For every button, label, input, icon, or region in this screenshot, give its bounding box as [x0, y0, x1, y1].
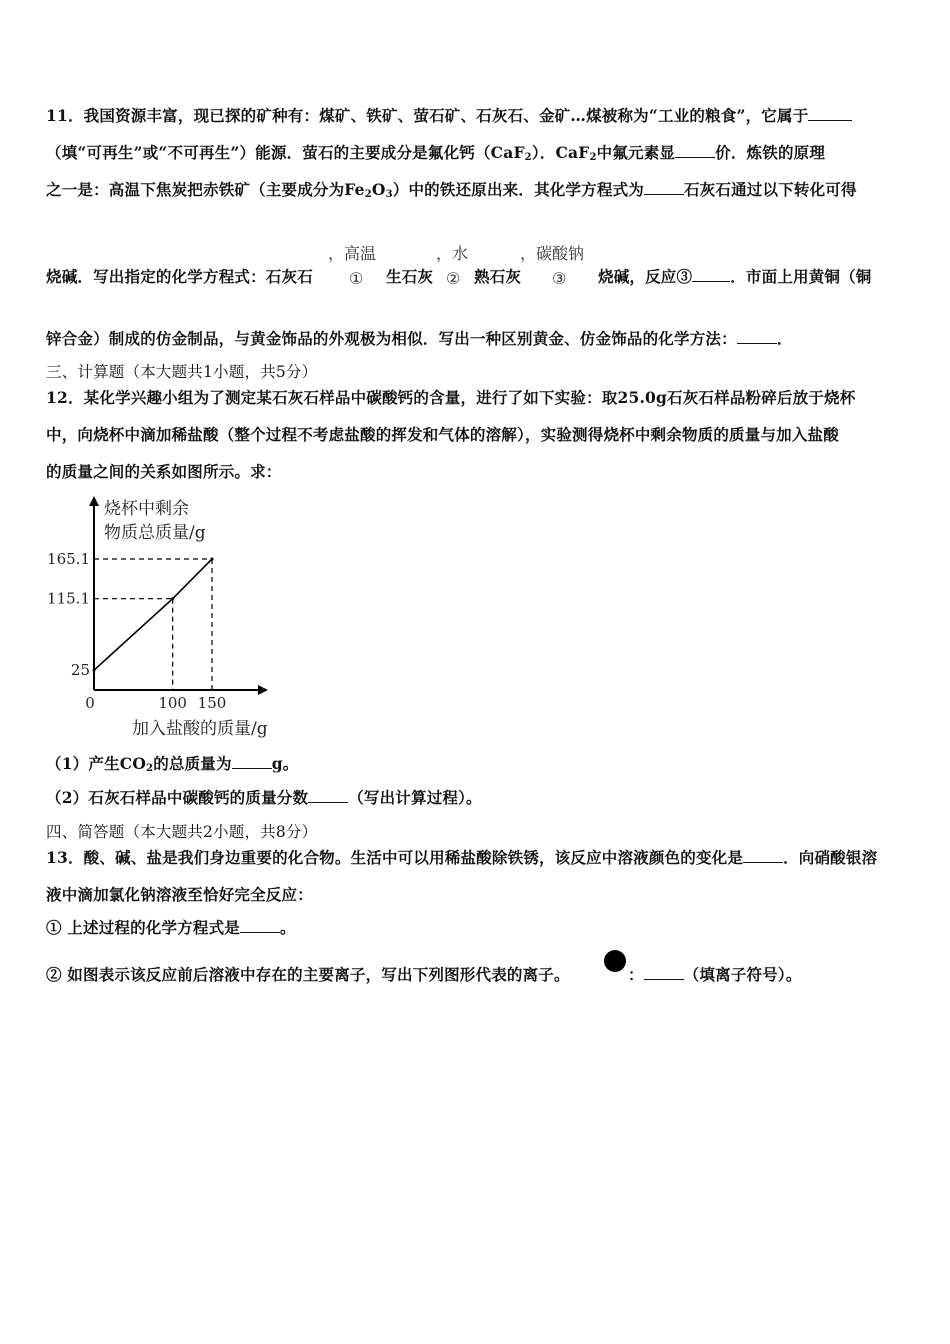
answer-blank[interactable] [232, 754, 272, 769]
series-line [94, 559, 212, 670]
answer-blank[interactable] [644, 180, 684, 195]
q12-line3: 的质量之间的关系如图所示。求： [46, 462, 282, 481]
data-point [211, 558, 214, 561]
q11-line1: 11．我国资源丰富，现已探的矿种有：煤矿、铁矿、萤石矿、石灰石、金矿…煤被称为“工业的粮食”，它属于 [46, 104, 852, 126]
q11-line4: 烧碱．写出指定的化学方程式：石灰石 [46, 267, 313, 286]
q13-item2-answer: ： （填离子符号）。 [628, 965, 802, 984]
section-4-heading: 四、简答题（本大题共2小题，共8分） [46, 823, 318, 841]
q12-sub2: （2）石灰石样品中碳酸钙的质量分数 （写出计算过程）。 [46, 788, 482, 807]
answer-blank[interactable] [808, 106, 852, 121]
condition-high-temperature: ，高温 [328, 244, 377, 263]
q13-item1: ① 上述过程的化学方程式是 。 [46, 918, 296, 937]
y-tick-label: 165.1 [47, 550, 90, 568]
x-axis-arrow [258, 685, 268, 695]
answer-blank[interactable] [644, 965, 684, 980]
q13-line2: 液中滴加氯化钠溶液至恰好完全反应： [46, 885, 313, 904]
answer-blank[interactable] [737, 329, 777, 344]
x-tick-label: 0 [85, 694, 95, 712]
data-point [93, 669, 96, 672]
reaction-2-marker: ② [446, 269, 461, 288]
x-tick-label: 100 [158, 694, 187, 712]
q12-line1: 12．某化学兴趣小组为了测定某石灰石样品中碳酸钙的含量，进行了如下实验：取25.0g石灰石样品粉碎后放于烧杯 [46, 388, 856, 407]
q11-line4-c: 熟石灰 [474, 267, 522, 286]
answer-blank[interactable] [743, 848, 783, 863]
q11-line4-b: 生石灰 [386, 267, 434, 286]
mass-chart [44, 492, 284, 742]
q11-line4-d: 烧碱，反应③ ．市面上用黄铜（铜 [598, 267, 872, 286]
answer-blank[interactable] [240, 918, 280, 933]
y-axis-arrow [89, 496, 99, 506]
answer-blank[interactable] [308, 788, 348, 803]
answer-blank[interactable] [692, 267, 730, 282]
condition-water: ，水 [436, 244, 469, 263]
condition-sodium-carbonate: ，碳酸钠 [520, 244, 585, 263]
q11-line2: （填“可再生”或“不可再生”）能源．萤石的主要成分是氟化钙（CaF$_2$）．CaF$_2$中氟元素显 价．炼铁的原理 [46, 143, 826, 163]
q12-line2: 中，向烧杯中滴加稀盐酸（整个过程不考虑盐酸的挥发和气体的溶解），实验测得烧杯中剩余物质的质量与加入盐酸 [46, 425, 839, 444]
black-dot-ion-icon [604, 950, 626, 972]
y-tick-label: 25 [70, 661, 90, 680]
answer-blank[interactable] [675, 143, 715, 158]
reaction-3-marker: ③ [552, 269, 567, 288]
q12-sub1: （1）产生$CO_2$的总质量为 g。 [46, 754, 299, 774]
reaction-1-marker: ① [349, 269, 364, 288]
data-point [171, 597, 174, 600]
x-axis-label: 加入盐酸的质量/g [132, 719, 268, 739]
y-axis-label-line1: 烧杯中剩余 [104, 499, 189, 519]
x-tick-label: 150 [197, 694, 227, 712]
q11-line3: 之一是：高温下焦炭把赤铁矿（主要成分为$Fe_2O_3$）中的铁还原出来．其化学方程式为 石灰石通过以下转化可得 [46, 180, 857, 200]
y-axis-label-line2: 物质总质量/g [104, 523, 206, 543]
section-3-heading: 三、计算题（本大题共1小题，共5分） [46, 363, 318, 381]
q13-line1: 13．酸、碱、盐是我们身边重要的化合物。生活中可以用稀盐酸除铁锈，该反应中溶液颜色的变化是 ．向硝酸银溶 [46, 848, 878, 867]
q13-item2: ② 如图表示该反应前后溶液中存在的主要离子，写出下列图形代表的离子。 [46, 965, 570, 984]
q11-line5: 锌合金）制成的仿金制品，与黄金饰品的外观极为相似．写出一种区别黄金、仿金饰品的化学方法： ． [46, 329, 793, 348]
y-tick-label: 115.1 [47, 589, 90, 608]
